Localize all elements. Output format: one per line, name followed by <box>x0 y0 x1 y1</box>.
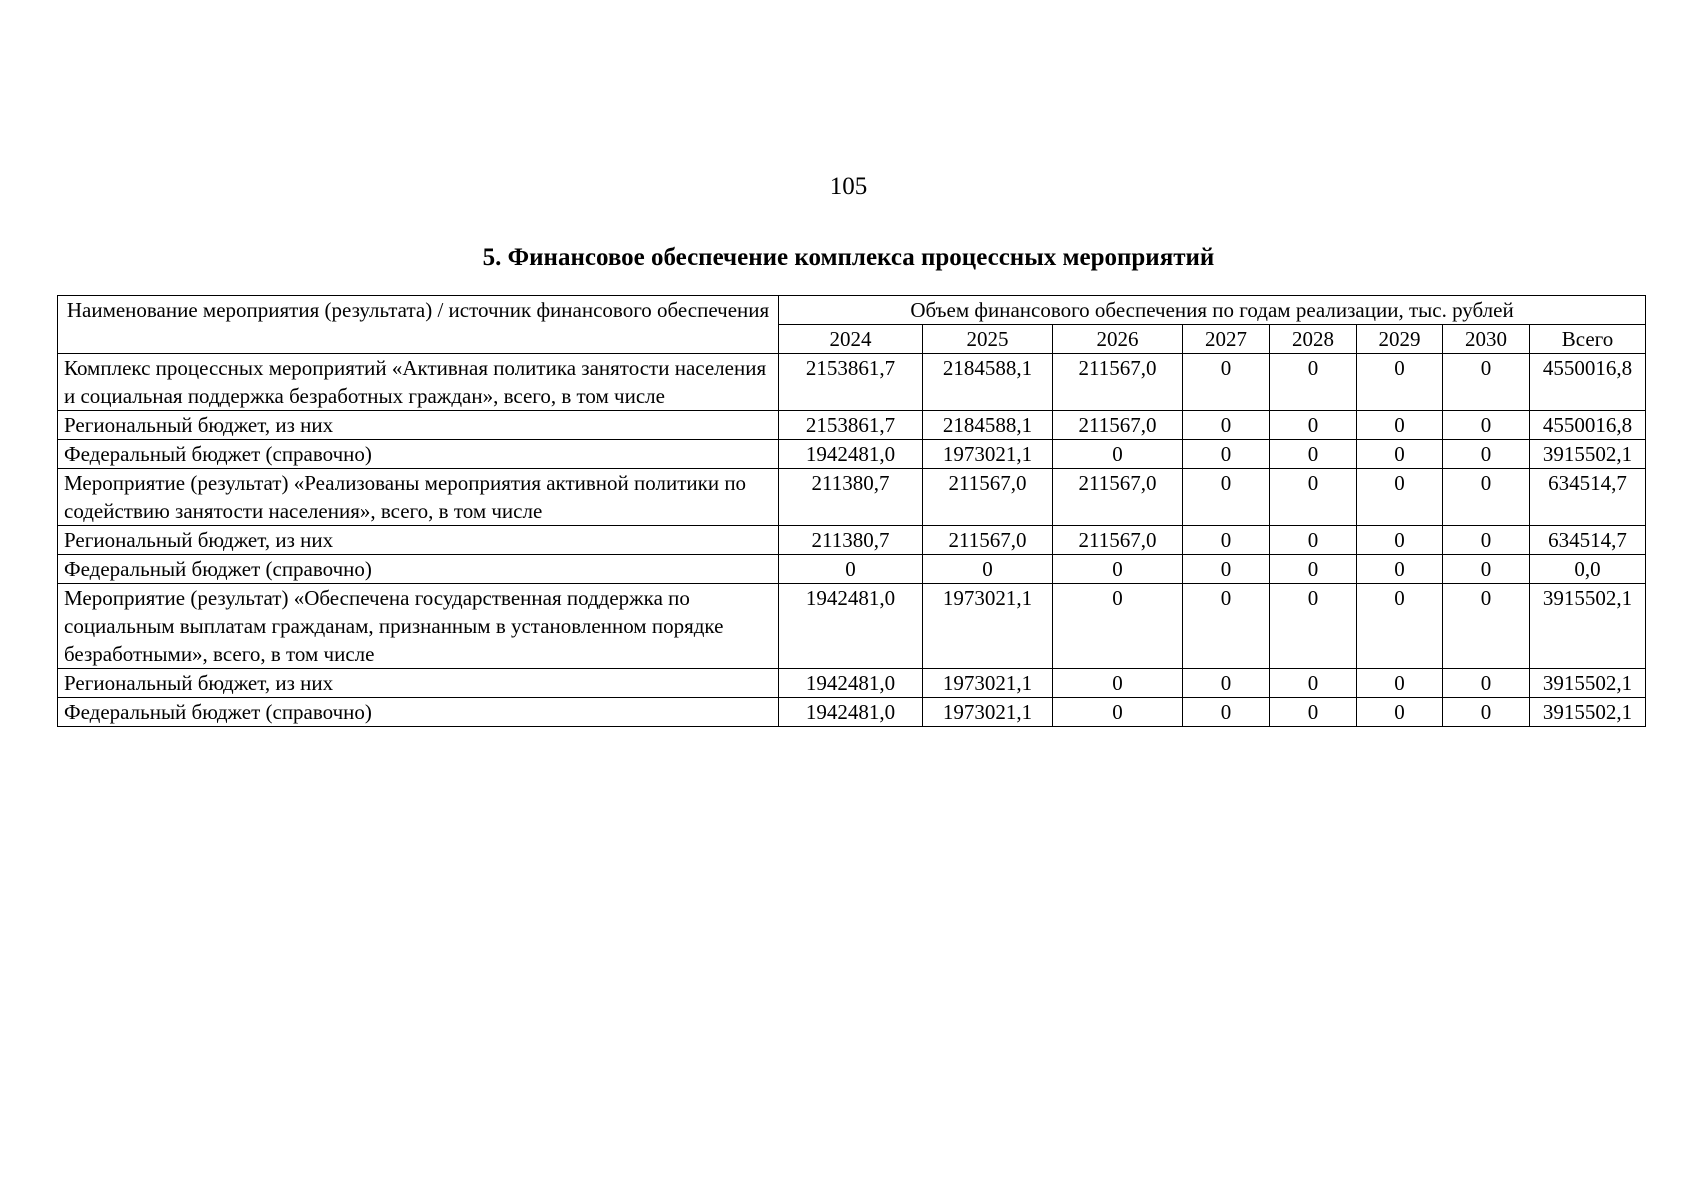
value-cell: 211380,7 <box>779 526 923 555</box>
value-cell: 0 <box>1183 411 1270 440</box>
value-cell: 1942481,0 <box>779 584 923 669</box>
row-name-cell: Мероприятие (результат) «Реализованы мероприятия активной политики по содействию занятости населения», всего, в том числе <box>58 469 779 526</box>
year-header: 2029 <box>1357 325 1443 354</box>
value-cell: 0 <box>923 555 1053 584</box>
value-cell: 0 <box>1357 584 1443 669</box>
financing-table <box>57 295 1646 727</box>
value-cell: 211567,0 <box>1053 469 1183 526</box>
year-header: 2027 <box>1183 325 1270 354</box>
table-row <box>58 555 1646 584</box>
value-cell: 211567,0 <box>923 469 1053 526</box>
value-cell: 0 <box>1183 469 1270 526</box>
value-cell: 1973021,1 <box>923 440 1053 469</box>
value-cell: 2184588,1 <box>923 354 1053 411</box>
value-cell: 0 <box>1270 669 1357 698</box>
value-cell: 0 <box>1443 555 1530 584</box>
table-row <box>58 669 1646 698</box>
table-row <box>58 526 1646 555</box>
value-cell: 0 <box>1270 411 1357 440</box>
value-cell: 2153861,7 <box>779 354 923 411</box>
value-cell: 1973021,1 <box>923 669 1053 698</box>
table-row <box>58 411 1646 440</box>
value-cell: 0 <box>1053 440 1183 469</box>
year-header: 2028 <box>1270 325 1357 354</box>
year-header: 2030 <box>1443 325 1530 354</box>
value-cell: 211567,0 <box>1053 411 1183 440</box>
row-name-cell: Федеральный бюджет (справочно) <box>58 440 779 469</box>
year-header: 2025 <box>923 325 1053 354</box>
value-cell: 0 <box>779 555 923 584</box>
value-cell: 4550016,8 <box>1530 354 1646 411</box>
value-cell: 0 <box>1443 354 1530 411</box>
year-header: 2026 <box>1053 325 1183 354</box>
value-cell: 0 <box>1053 584 1183 669</box>
row-name-cell: Региональный бюджет, из них <box>58 411 779 440</box>
value-cell: 0 <box>1183 584 1270 669</box>
value-cell: 0 <box>1443 469 1530 526</box>
value-cell: 0 <box>1357 469 1443 526</box>
value-cell: 0 <box>1357 526 1443 555</box>
value-cell: 0,0 <box>1530 555 1646 584</box>
table-row <box>58 440 1646 469</box>
name-column-header: Наименование мероприятия (результата) / источник финансового обеспечения <box>58 296 779 354</box>
row-name-cell: Федеральный бюджет (справочно) <box>58 698 779 727</box>
value-cell: 211567,0 <box>1053 526 1183 555</box>
value-cell: 3915502,1 <box>1530 584 1646 669</box>
value-cell: 0 <box>1183 354 1270 411</box>
table-row <box>58 354 1646 411</box>
value-cell: 0 <box>1270 555 1357 584</box>
row-name-cell: Комплекс процессных мероприятий «Активная политика занятости населения и социальная поддержка безработных граждан», всего, в том числе <box>58 354 779 411</box>
value-cell: 0 <box>1183 440 1270 469</box>
row-name-cell: Федеральный бюджет (справочно) <box>58 555 779 584</box>
value-cell: 0 <box>1443 698 1530 727</box>
value-cell: 0 <box>1443 584 1530 669</box>
value-cell: 1942481,0 <box>779 698 923 727</box>
value-cell: 2153861,7 <box>779 411 923 440</box>
value-cell: 0 <box>1053 669 1183 698</box>
table-header-row <box>58 296 1646 325</box>
value-cell: 3915502,1 <box>1530 669 1646 698</box>
value-cell: 3915502,1 <box>1530 698 1646 727</box>
value-cell: 4550016,8 <box>1530 411 1646 440</box>
value-cell: 2184588,1 <box>923 411 1053 440</box>
value-cell: 1942481,0 <box>779 669 923 698</box>
value-cell: 0 <box>1443 669 1530 698</box>
value-cell: 0 <box>1270 584 1357 669</box>
row-name-cell: Мероприятие (результат) «Обеспечена государственная поддержка по социальным выплатам гражданам, признанным в установленном порядке безработными», всего, в том числе <box>58 584 779 669</box>
value-cell: 211380,7 <box>779 469 923 526</box>
value-cell: 0 <box>1443 440 1530 469</box>
value-cell: 0 <box>1357 440 1443 469</box>
value-cell: 0 <box>1053 555 1183 584</box>
value-cell: 1973021,1 <box>923 584 1053 669</box>
value-cell: 0 <box>1357 354 1443 411</box>
value-cell: 0 <box>1357 669 1443 698</box>
value-cell: 0 <box>1270 526 1357 555</box>
value-cell: 0 <box>1053 698 1183 727</box>
row-name-cell: Региональный бюджет, из них <box>58 526 779 555</box>
year-header: Всего <box>1530 325 1646 354</box>
value-cell: 3915502,1 <box>1530 440 1646 469</box>
section-title: 5. Финансовое обеспечение комплекса процессных мероприятий <box>482 244 1215 271</box>
volume-column-header: Объем финансового обеспечения по годам реализации, тыс. рублей <box>779 296 1646 325</box>
value-cell: 0 <box>1270 440 1357 469</box>
page-number: 105 <box>829 173 868 200</box>
value-cell: 0 <box>1183 698 1270 727</box>
table-row <box>58 584 1646 669</box>
value-cell: 1942481,0 <box>779 440 923 469</box>
value-cell: 0 <box>1357 555 1443 584</box>
year-header: 2024 <box>779 325 923 354</box>
value-cell: 211567,0 <box>1053 354 1183 411</box>
table-body <box>58 354 1646 727</box>
value-cell: 1973021,1 <box>923 698 1053 727</box>
value-cell: 0 <box>1443 526 1530 555</box>
value-cell: 0 <box>1183 555 1270 584</box>
table-row <box>58 469 1646 526</box>
value-cell: 634514,7 <box>1530 526 1646 555</box>
value-cell: 0 <box>1357 411 1443 440</box>
value-cell: 211567,0 <box>923 526 1053 555</box>
value-cell: 0 <box>1183 526 1270 555</box>
row-name-cell: Региональный бюджет, из них <box>58 669 779 698</box>
value-cell: 0 <box>1443 411 1530 440</box>
value-cell: 0 <box>1183 669 1270 698</box>
value-cell: 0 <box>1270 469 1357 526</box>
value-cell: 0 <box>1357 698 1443 727</box>
value-cell: 0 <box>1270 698 1357 727</box>
value-cell: 634514,7 <box>1530 469 1646 526</box>
table-row <box>58 698 1646 727</box>
value-cell: 0 <box>1270 354 1357 411</box>
